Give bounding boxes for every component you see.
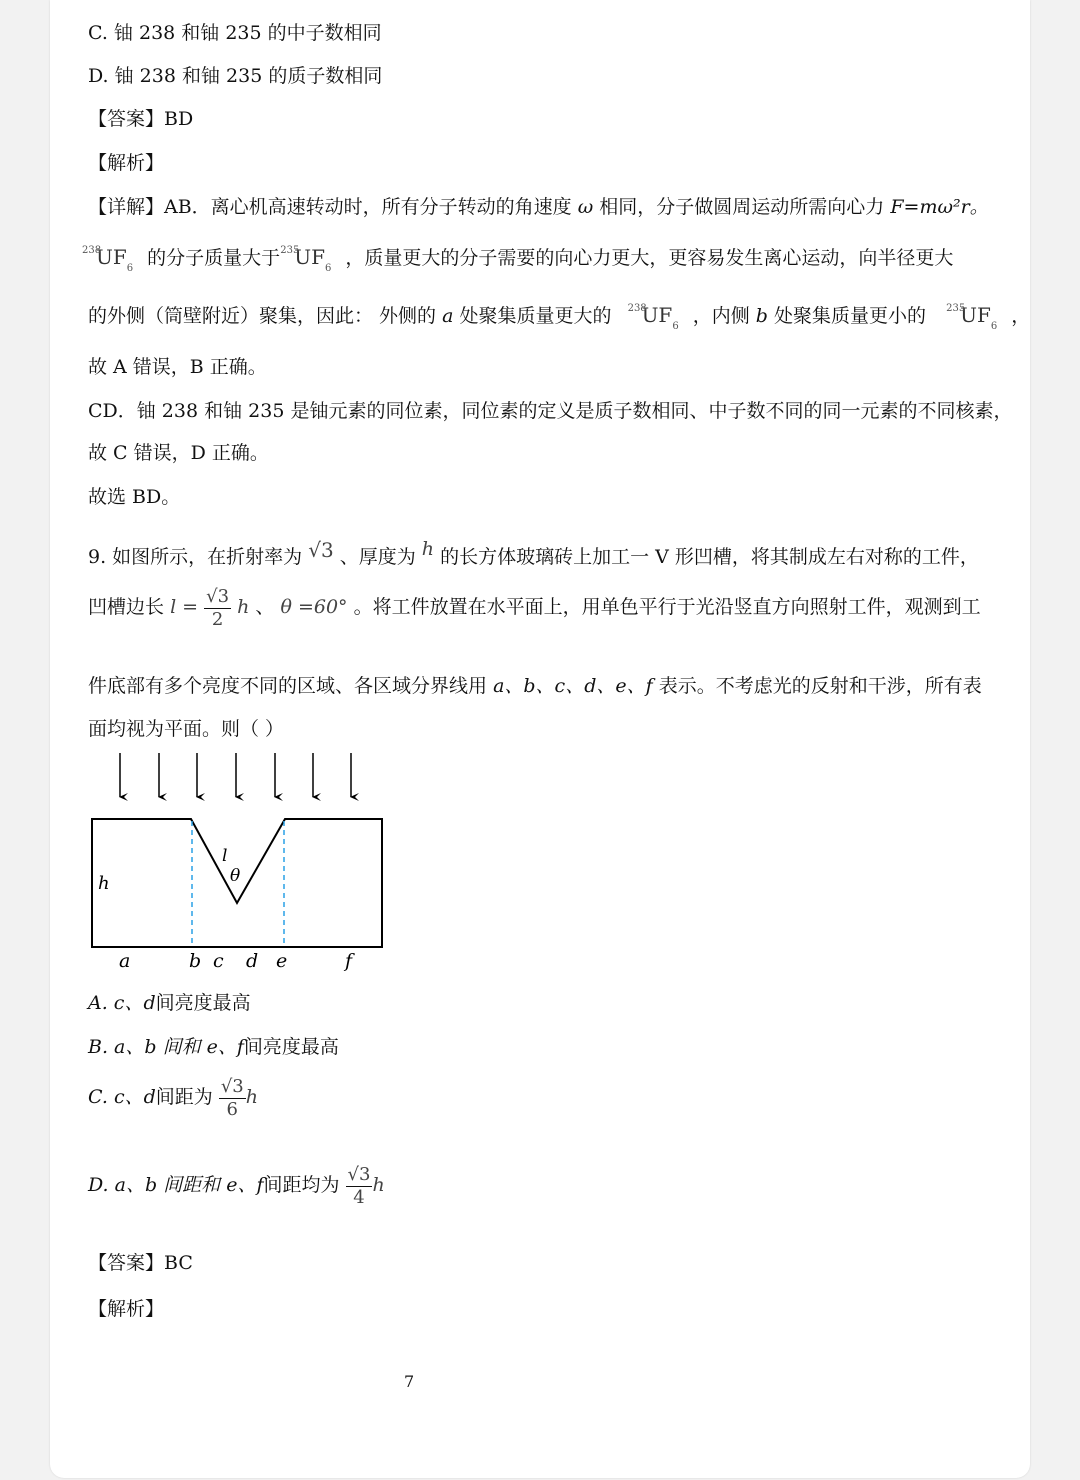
option-9a: A. c、d间亮度最高	[88, 992, 251, 1014]
sqrt3-symbol: √3	[308, 538, 334, 562]
detail-line-5: CD．铀 238 和铀 235 是铀元素的同位素，同位素的定义是质子数相同、中子数不同的同一元素的不同核素，	[88, 400, 1013, 422]
label-theta: θ	[230, 866, 241, 886]
detail-line-4: 故 A 错误，B 正确。	[88, 356, 267, 378]
option-9b: B. a、b 间和 e、f间亮度最高	[88, 1036, 339, 1058]
detail-line-1: 【详解】AB．离心机高速转动时，所有分子转动的角速度 ω 相同，分子做圆周运动所需向心力 F=mω²r。	[88, 196, 989, 218]
uf6-235-b: 235 $UF_6$	[946, 303, 998, 332]
bottom-labels	[119, 950, 355, 972]
label-b: b	[189, 950, 202, 972]
label-e: e	[276, 950, 288, 972]
analysis-heading-2: 【解析】	[88, 1298, 165, 1320]
detail-line-3: 的外侧（筒壁附近）聚集，因此： 外侧的 a 处聚集质量更大的 238 $UF_6$ ，内侧 b 处聚集质量更小的 235 $UF_6$ ，	[88, 303, 1031, 332]
question-9-line-2: 凹槽边长 l = $\frac{√3}{2}$ h 、 θ =60° 。将工件放置在水平面上，用单色平行于光沿竖直方向照射工件，观测到工	[88, 585, 981, 630]
uf6-238-b: 238 $UF_6$	[627, 303, 679, 332]
analysis-heading-1: 【解析】	[88, 152, 165, 174]
uf6-238: 238 $UF_6$	[82, 245, 134, 274]
v-groove-figure	[80, 745, 400, 975]
option-d: D. 铀 238 和铀 235 的质子数相同	[88, 65, 383, 87]
option-9c: C. c、d间距为 $\frac{√3}{6}$ h	[88, 1075, 258, 1120]
detail-line-2: 238 $UF_6$ 的分子质量大于 235 $UF_6$ ，质量更大的分子需要的向心力更大，更容易发生离心运动，向半径更大	[82, 245, 954, 274]
label-d: d	[246, 950, 259, 972]
question-9-line-1: 9. 如图所示，在折射率为 √3 、厚度为 h 的长方体玻璃砖上加工一 V 形凹槽，将其制成左右对称的工件，	[88, 538, 979, 568]
page-number: 7	[404, 1372, 415, 1391]
fraction-sqrt3-over-6: $\frac{√3}{6}$	[220, 1075, 244, 1120]
fraction-sqrt3-over-2: $\frac{√3}{2}$	[206, 585, 230, 630]
force-formula: F=mω²r。	[890, 196, 989, 218]
option-9d: D. a、b 间距和 e、f间距均为 $\frac{√3}{4}$ h	[88, 1163, 385, 1208]
detail-line-6: 故 C 错误，D 正确。	[88, 442, 269, 464]
answer-2: 【答案】BC	[88, 1252, 193, 1274]
omega-symbol: ω	[577, 196, 594, 218]
uf6-235: 235 $UF_6$	[280, 245, 332, 274]
light-arrows	[120, 753, 351, 797]
answer-1: 【答案】BD	[88, 108, 194, 130]
label-l: l	[222, 846, 228, 866]
fraction-sqrt3-over-4: $\frac{√3}{4}$	[347, 1163, 371, 1208]
label-f: f	[345, 950, 353, 972]
label-h: h	[98, 873, 110, 894]
label-a: a	[119, 950, 131, 972]
detail-line-7: 故选 BD。	[88, 486, 181, 508]
question-9-line-3: 件底部有多个亮度不同的区域、各区域分界线用 a、b、c、d、e、f 表示。不考虑光的反射和干涉，所有表	[88, 675, 982, 697]
label-c: c	[213, 950, 224, 972]
question-9-line-4: 面均视为平面。则（ ）	[88, 718, 285, 740]
option-c: C. 铀 238 和铀 235 的中子数相同	[88, 22, 382, 44]
